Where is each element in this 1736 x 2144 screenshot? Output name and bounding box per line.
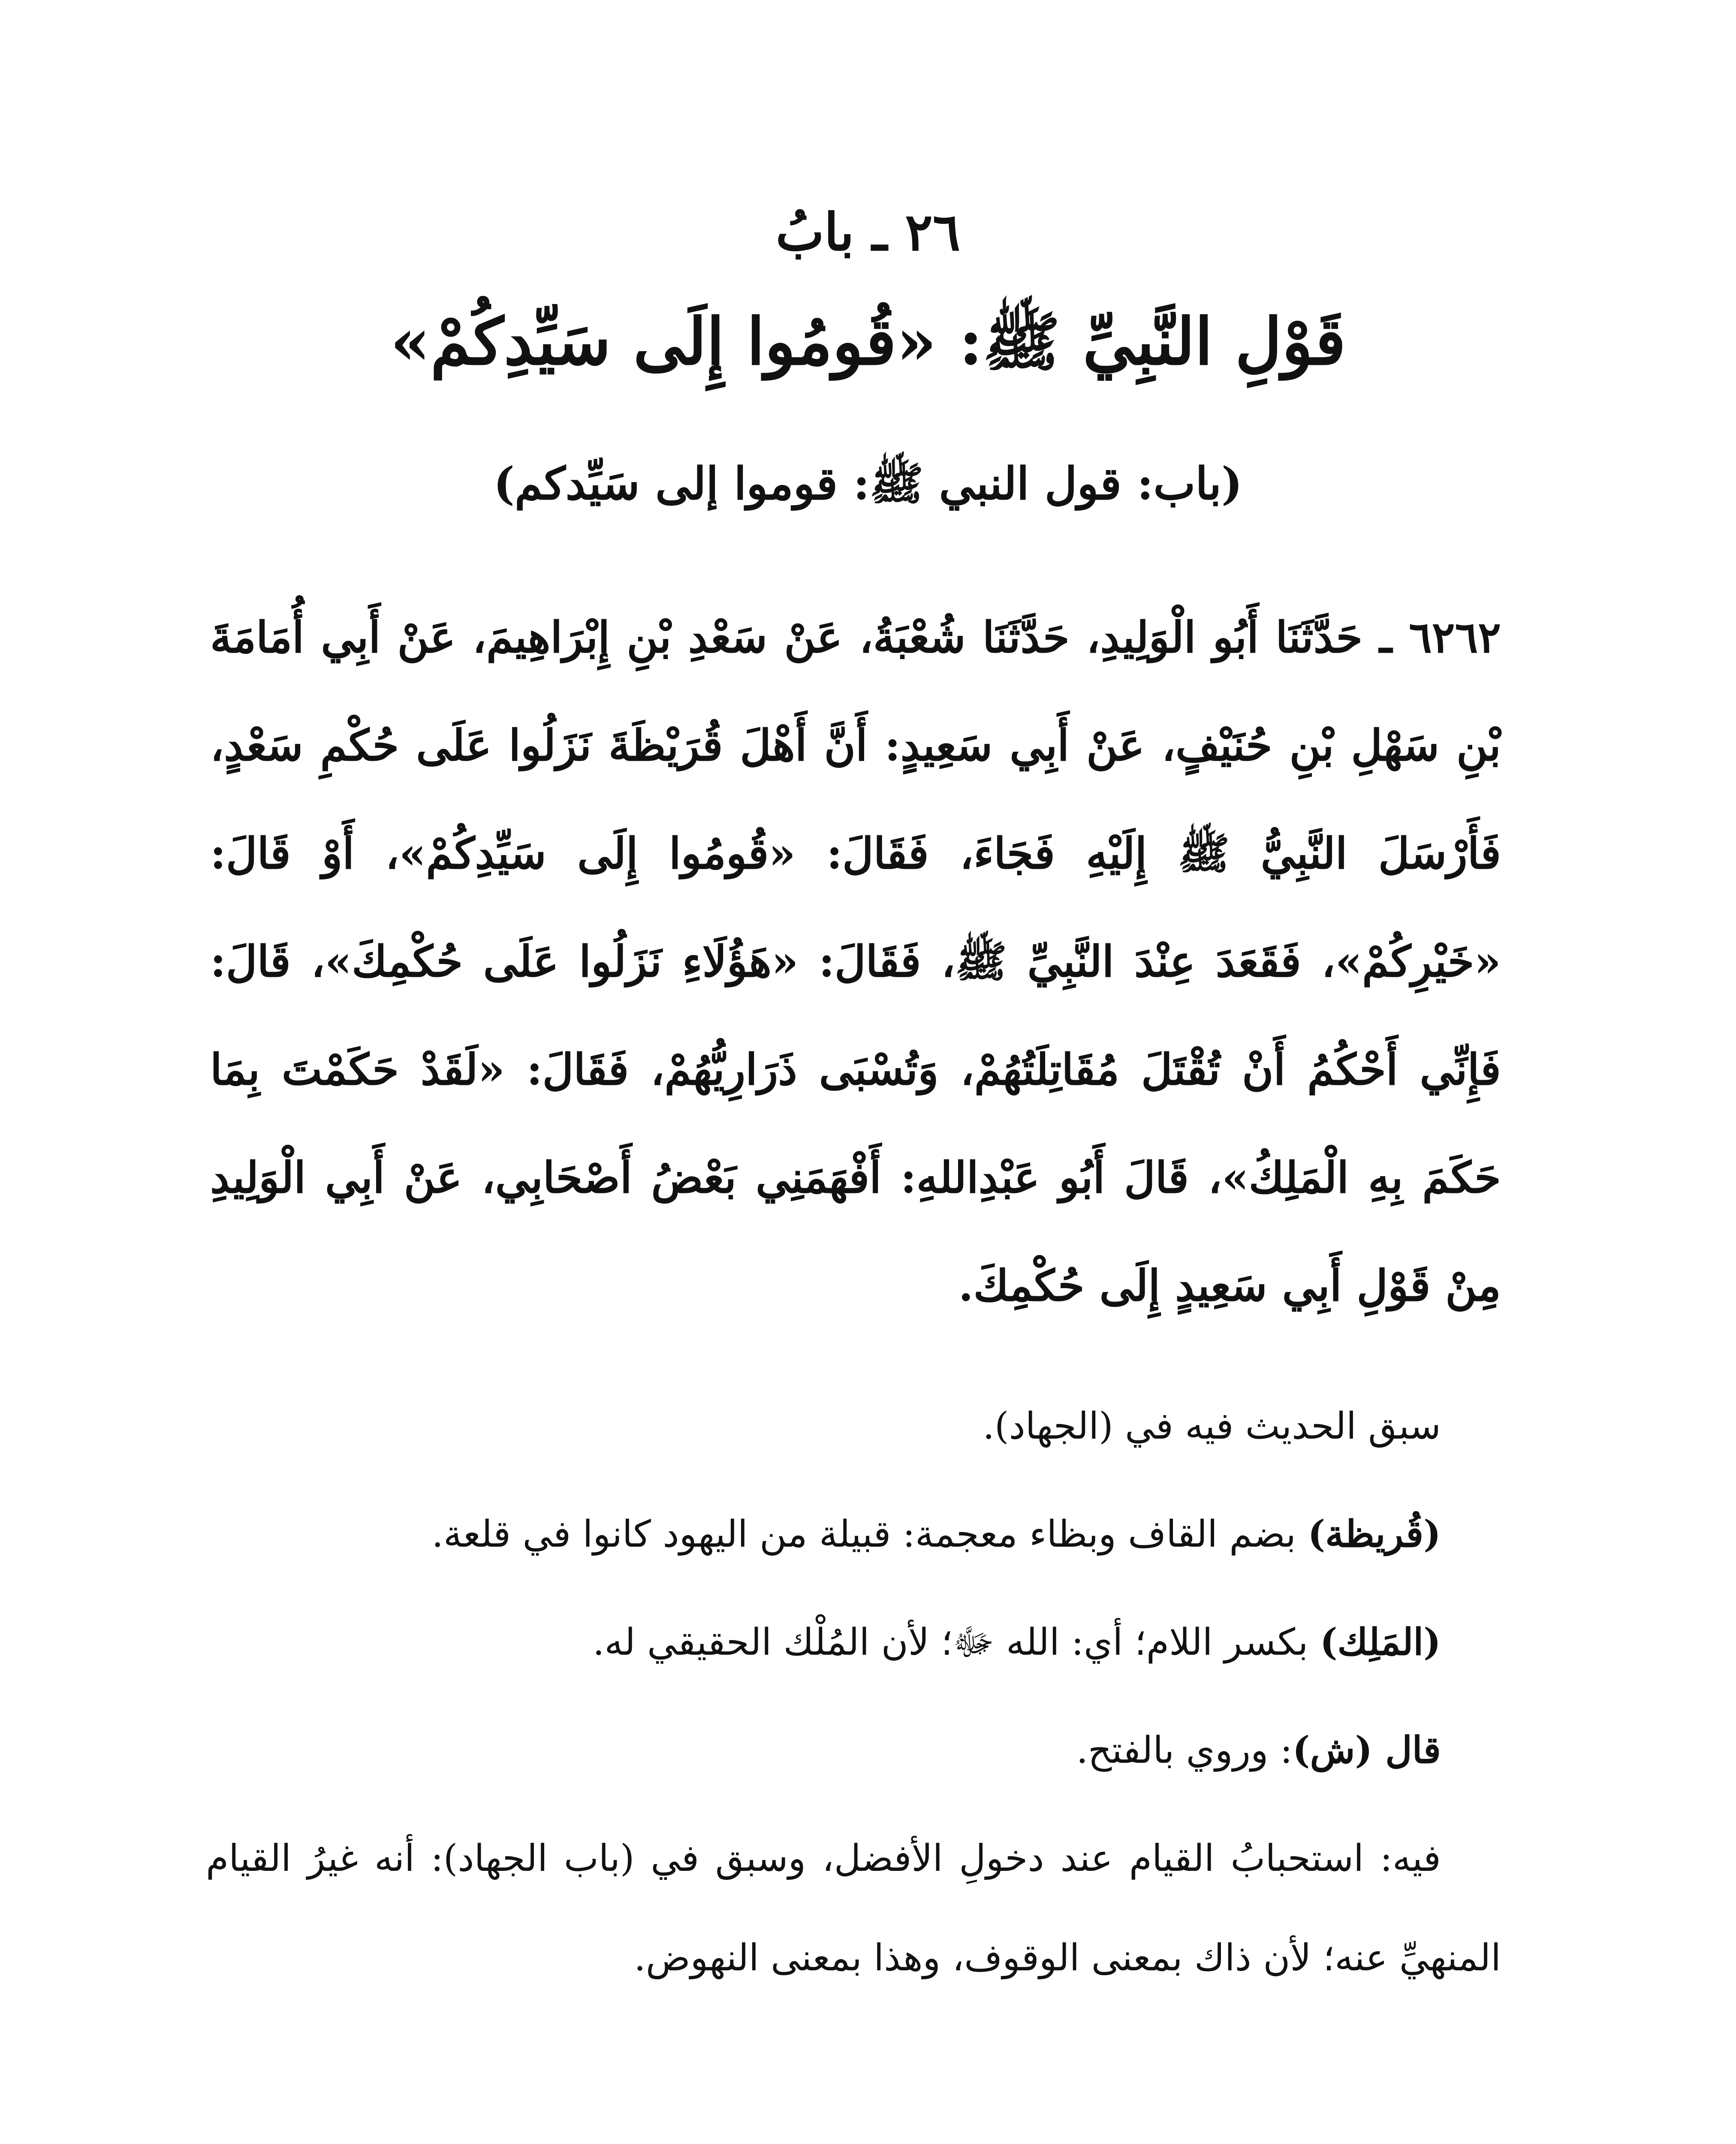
commentary-term: (قُريظة) (1308, 1512, 1441, 1556)
commentary-term: قال (ش) (1292, 1728, 1441, 1772)
commentary-paragraph (206, 1701, 1501, 1800)
commentary-paragraph (206, 1809, 1501, 2008)
commentary-paragraph (206, 1485, 1501, 1584)
hadith-text: ٦٢٦٢ ـ حَدَّثَنَا أَبُو الْوَلِيدِ، حَدَّثَنَا شُعْبَةُ، عَنْ سَعْدِ بْنِ إِبْرَاهِيمَ، عَنْ أَبِي أُمَامَةَ بْنِ سَهْلِ بْنِ حُنَيْفٍ، عَنْ أَبِي سَعِيدٍ: أَنَّ أَهْلَ قُرَيْظَةَ نَزَلُوا عَلَى حُكْمِ سَعْدٍ، فَأَرْسَلَ النَّبِيُّ ﷺ إِلَيْهِ فَجَاءَ، فَقَالَ: «قُومُوا إِلَى سَيِّدِكُمْ»، أَوْ قَالَ: «خَيْرِكُمْ»، فَقَعَدَ عِنْدَ النَّبِيِّ ﷺ، فَقَالَ: «هَؤُلَاءِ نَزَلُوا عَلَى حُكْمِكَ»، قَالَ: فَإِنِّي أَحْكُمُ أَنْ تُقْتَلَ مُقَاتِلَتُهُمْ، وَتُسْبَى ذَرَارِيُّهُمْ، فَقَالَ: «لَقَدْ حَكَمْتَ بِمَا حَكَمَ بِهِ الْمَلِكُ»، قَالَ أَبُو عَبْدِاللهِ: أَفْهَمَنِي بَعْضُ أَصْحَابِي، عَنْ أَبِي الْوَلِيدِ مِنْ قَوْلِ أَبِي سَعِيدٍ إِلَى حُكْمِكَ. (210, 612, 1501, 1311)
commentary-text: فيه: استحبابُ القيام عند دخولِ الأفضل، وسبق في (باب الجهاد): أنه غيرُ القيام المنهيِّ عنه؛ لأن ذاك بمعنى الوقوف، وهذا بمعنى النهوض. (206, 1837, 1501, 1979)
commentary-term: (المَلِك) (1320, 1620, 1441, 1664)
commentary-text: بكسر اللام؛ أي: الله ﷻ؛ لأن المُلْك الحقيقي له. (593, 1621, 1320, 1664)
commentary (206, 1376, 1501, 2016)
commentary-text: : وروي بالفتح. (1076, 1729, 1293, 1772)
commentary-text: بضم القاف وبظاء معجمة: قبيلة من اليهود كانوا في قلعة. (431, 1513, 1308, 1556)
chapter-subtitle: (باب: قول النبي ﷺ: قوموا إلى سَيِّدكم) (493, 457, 1243, 510)
commentary-text: سبق الحديث فيه في (الجهاد). (983, 1405, 1441, 1448)
commentary-paragraph (206, 1593, 1501, 1692)
chapter-number: ٢٦ ـ بابُ (775, 202, 961, 262)
chapter-title: قَوْلِ النَّبِيِّ ﷺ: «قُومُوا إِلَى سَيِّدِكُمْ» (390, 304, 1346, 379)
commentary-paragraph (206, 1376, 1501, 1476)
